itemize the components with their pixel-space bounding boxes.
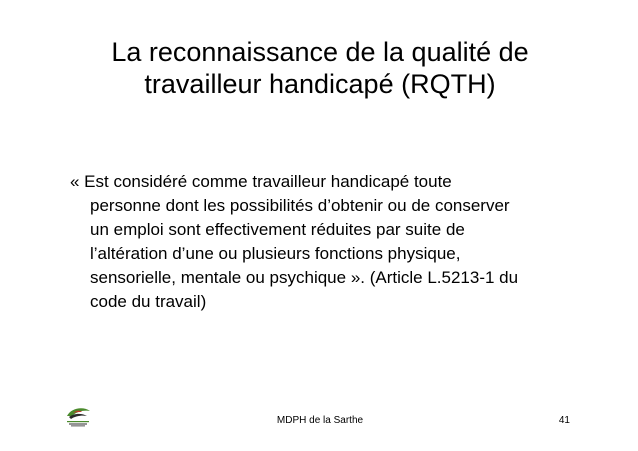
body-line-1: « Est considéré comme travailleur handicapé toute — [70, 172, 452, 191]
footer-page-number: 41 — [558, 415, 570, 426]
footer-organization: MDPH de la Sarthe — [276, 415, 364, 426]
body-line-4: l’altération d’une ou plusieurs fonctions physique, — [90, 244, 461, 263]
slide-title — [60, 36, 580, 100]
slide-title-line-1: La reconnaissance de la qualité de — [111, 37, 529, 67]
body-line-5: sensorielle, mentale ou psychique ». (Article L.5213-1 du — [90, 268, 519, 287]
body-line-2: personne dont les possibilités d’obtenir ou de conserver — [90, 196, 510, 215]
slide-body-quote — [70, 170, 580, 314]
body-line-6: code du travail) — [90, 292, 207, 311]
slide-title-line-2: travailleur handicapé (RQTH) — [144, 69, 496, 99]
sarthe-logo-graphic — [63, 404, 93, 428]
sarthe-logo-icon — [63, 404, 93, 428]
body-line-3: un emploi sont effectivement réduites par suite de — [90, 220, 465, 239]
